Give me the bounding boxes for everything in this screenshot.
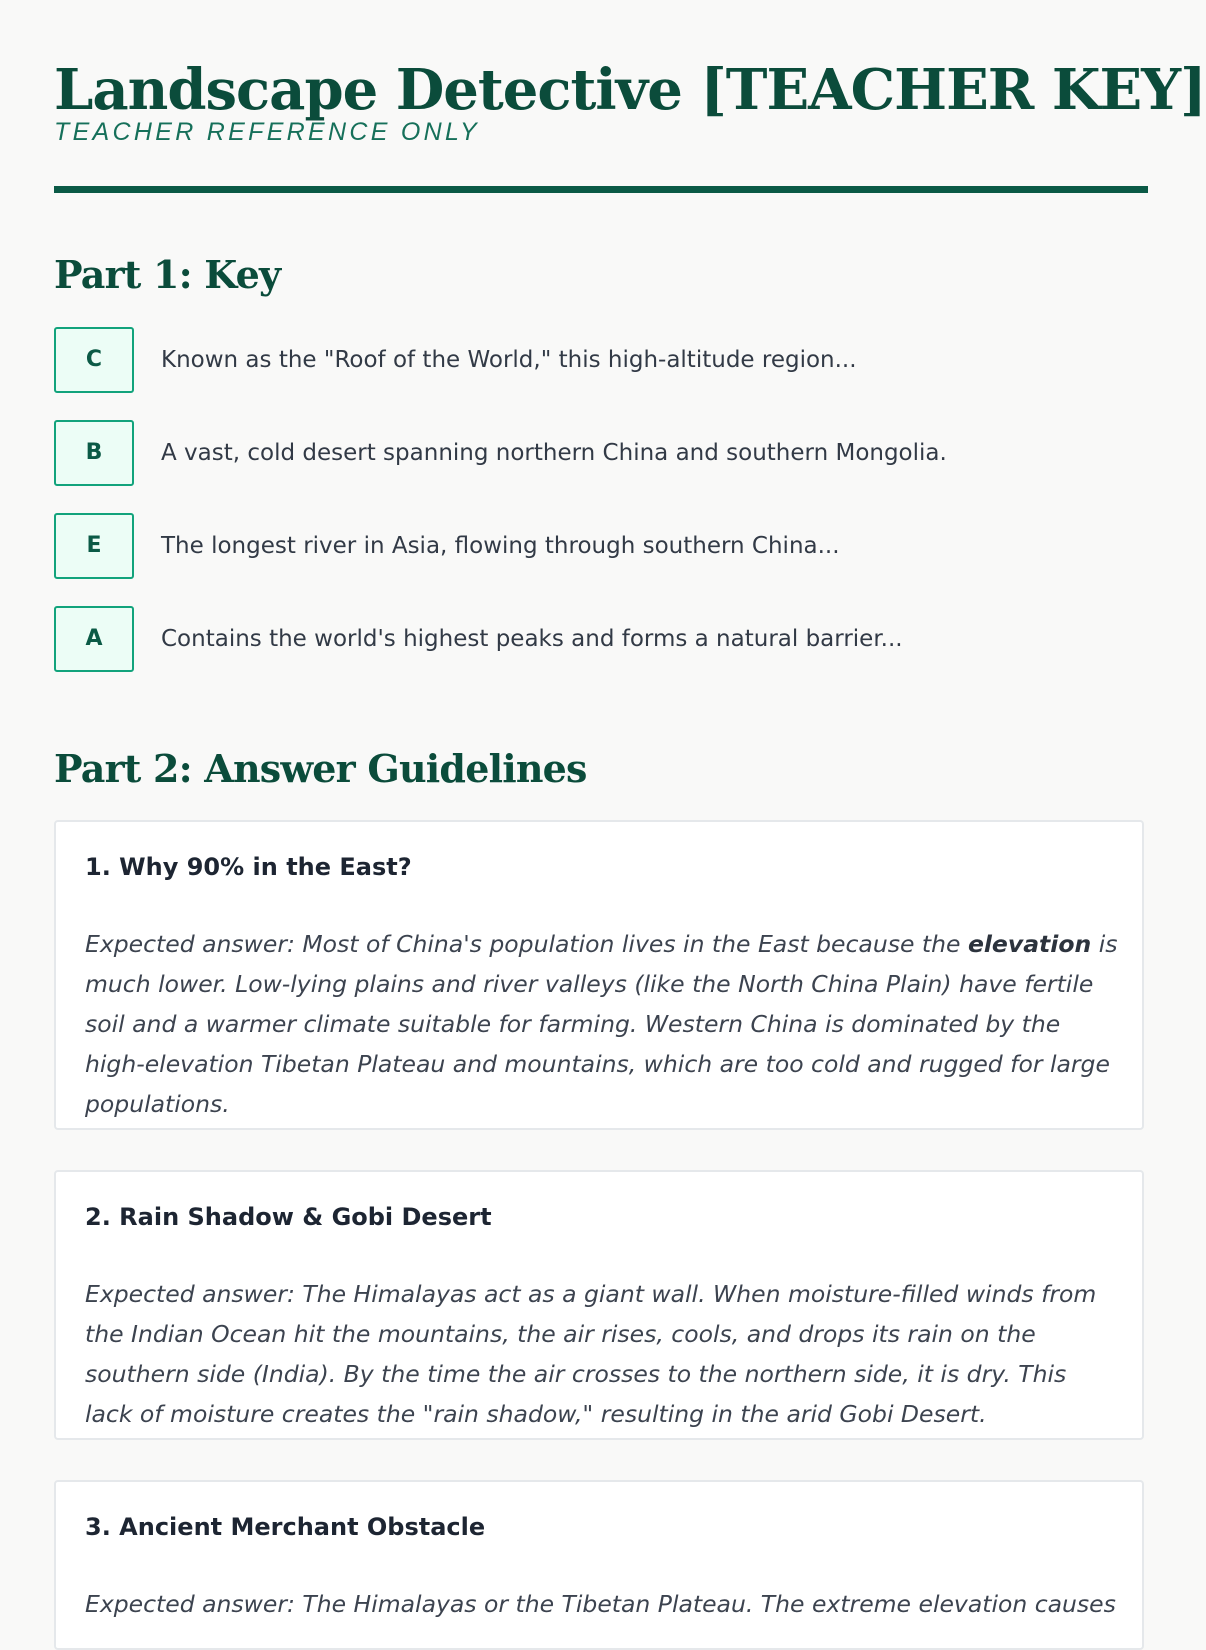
page-header [54,55,1206,147]
guideline-answer-text: Expected answer: Most of China's population lives in the East because the [85,929,968,958]
key-item-2 [54,420,1148,486]
key-item-3 [54,513,1148,579]
page-subtitle: TEACHER REFERENCE ONLY [54,118,480,146]
guideline-answer: Expected answer: The Himalayas or the Tibetan Plateau. The extreme elevation causes [85,1589,1116,1618]
answer-letter-badge: A [54,606,134,672]
key-item-4 [54,606,1148,672]
guideline-answer-text: is much lower. Low-lying plains and river valleys (like the North China Plain) have fertile soil and a warmer climate suitable for farming. Western China is dominated by the high-elevation Tibetan Plateau and mountains, which are too cold and rugged for large populations. [85,929,1118,1118]
header-divider [54,186,1148,193]
key-item-text: Contains the world's highest peaks and forms a natural barrier... [161,626,903,652]
guideline-title: 1. Why 90% in the East? [85,853,412,881]
answer-letter-badge: B [54,420,134,486]
key-item-text: A vast, cold desert spanning northern China and southern Mongolia. [161,440,947,466]
guideline-title: 2. Rain Shadow & Gobi Desert [85,1203,492,1231]
page-title: Landscape Detective [TEACHER KEY] [54,57,1206,123]
guideline-title: 3. Ancient Merchant Obstacle [85,1513,486,1541]
key-item-text: The longest river in Asia, flowing through southern China... [161,533,840,559]
part-2-heading: Part 2: Answer Guidelines [54,746,587,791]
part-1-heading: Part 1: Key [54,252,281,297]
answer-guideline-card-1 [54,820,1144,1130]
guideline-answer: Expected answer: The Himalayas act as a giant wall. When moisture-filled winds from the Indian Ocean hit the mountains, the air rises, cools, and drops its rain on the southern side (India). By the time the air crosses to the northern side, it is dry. This lack of moisture creates the "rain shadow," resulting in the arid Gobi Desert. [85,1279,1097,1428]
key-item-text: Known as the "Roof of the World," this high-altitude region... [161,347,857,373]
key-item-1 [54,327,1148,393]
answer-guideline-card-2 [54,1170,1144,1440]
answer-letter-badge: E [54,513,134,579]
answer-letter-badge: C [54,327,134,393]
answer-guideline-card-3 [54,1480,1144,1650]
bold-keyword: elevation [967,929,1092,958]
answer-key-list [54,327,1148,699]
guideline-answer [85,924,1121,1124]
